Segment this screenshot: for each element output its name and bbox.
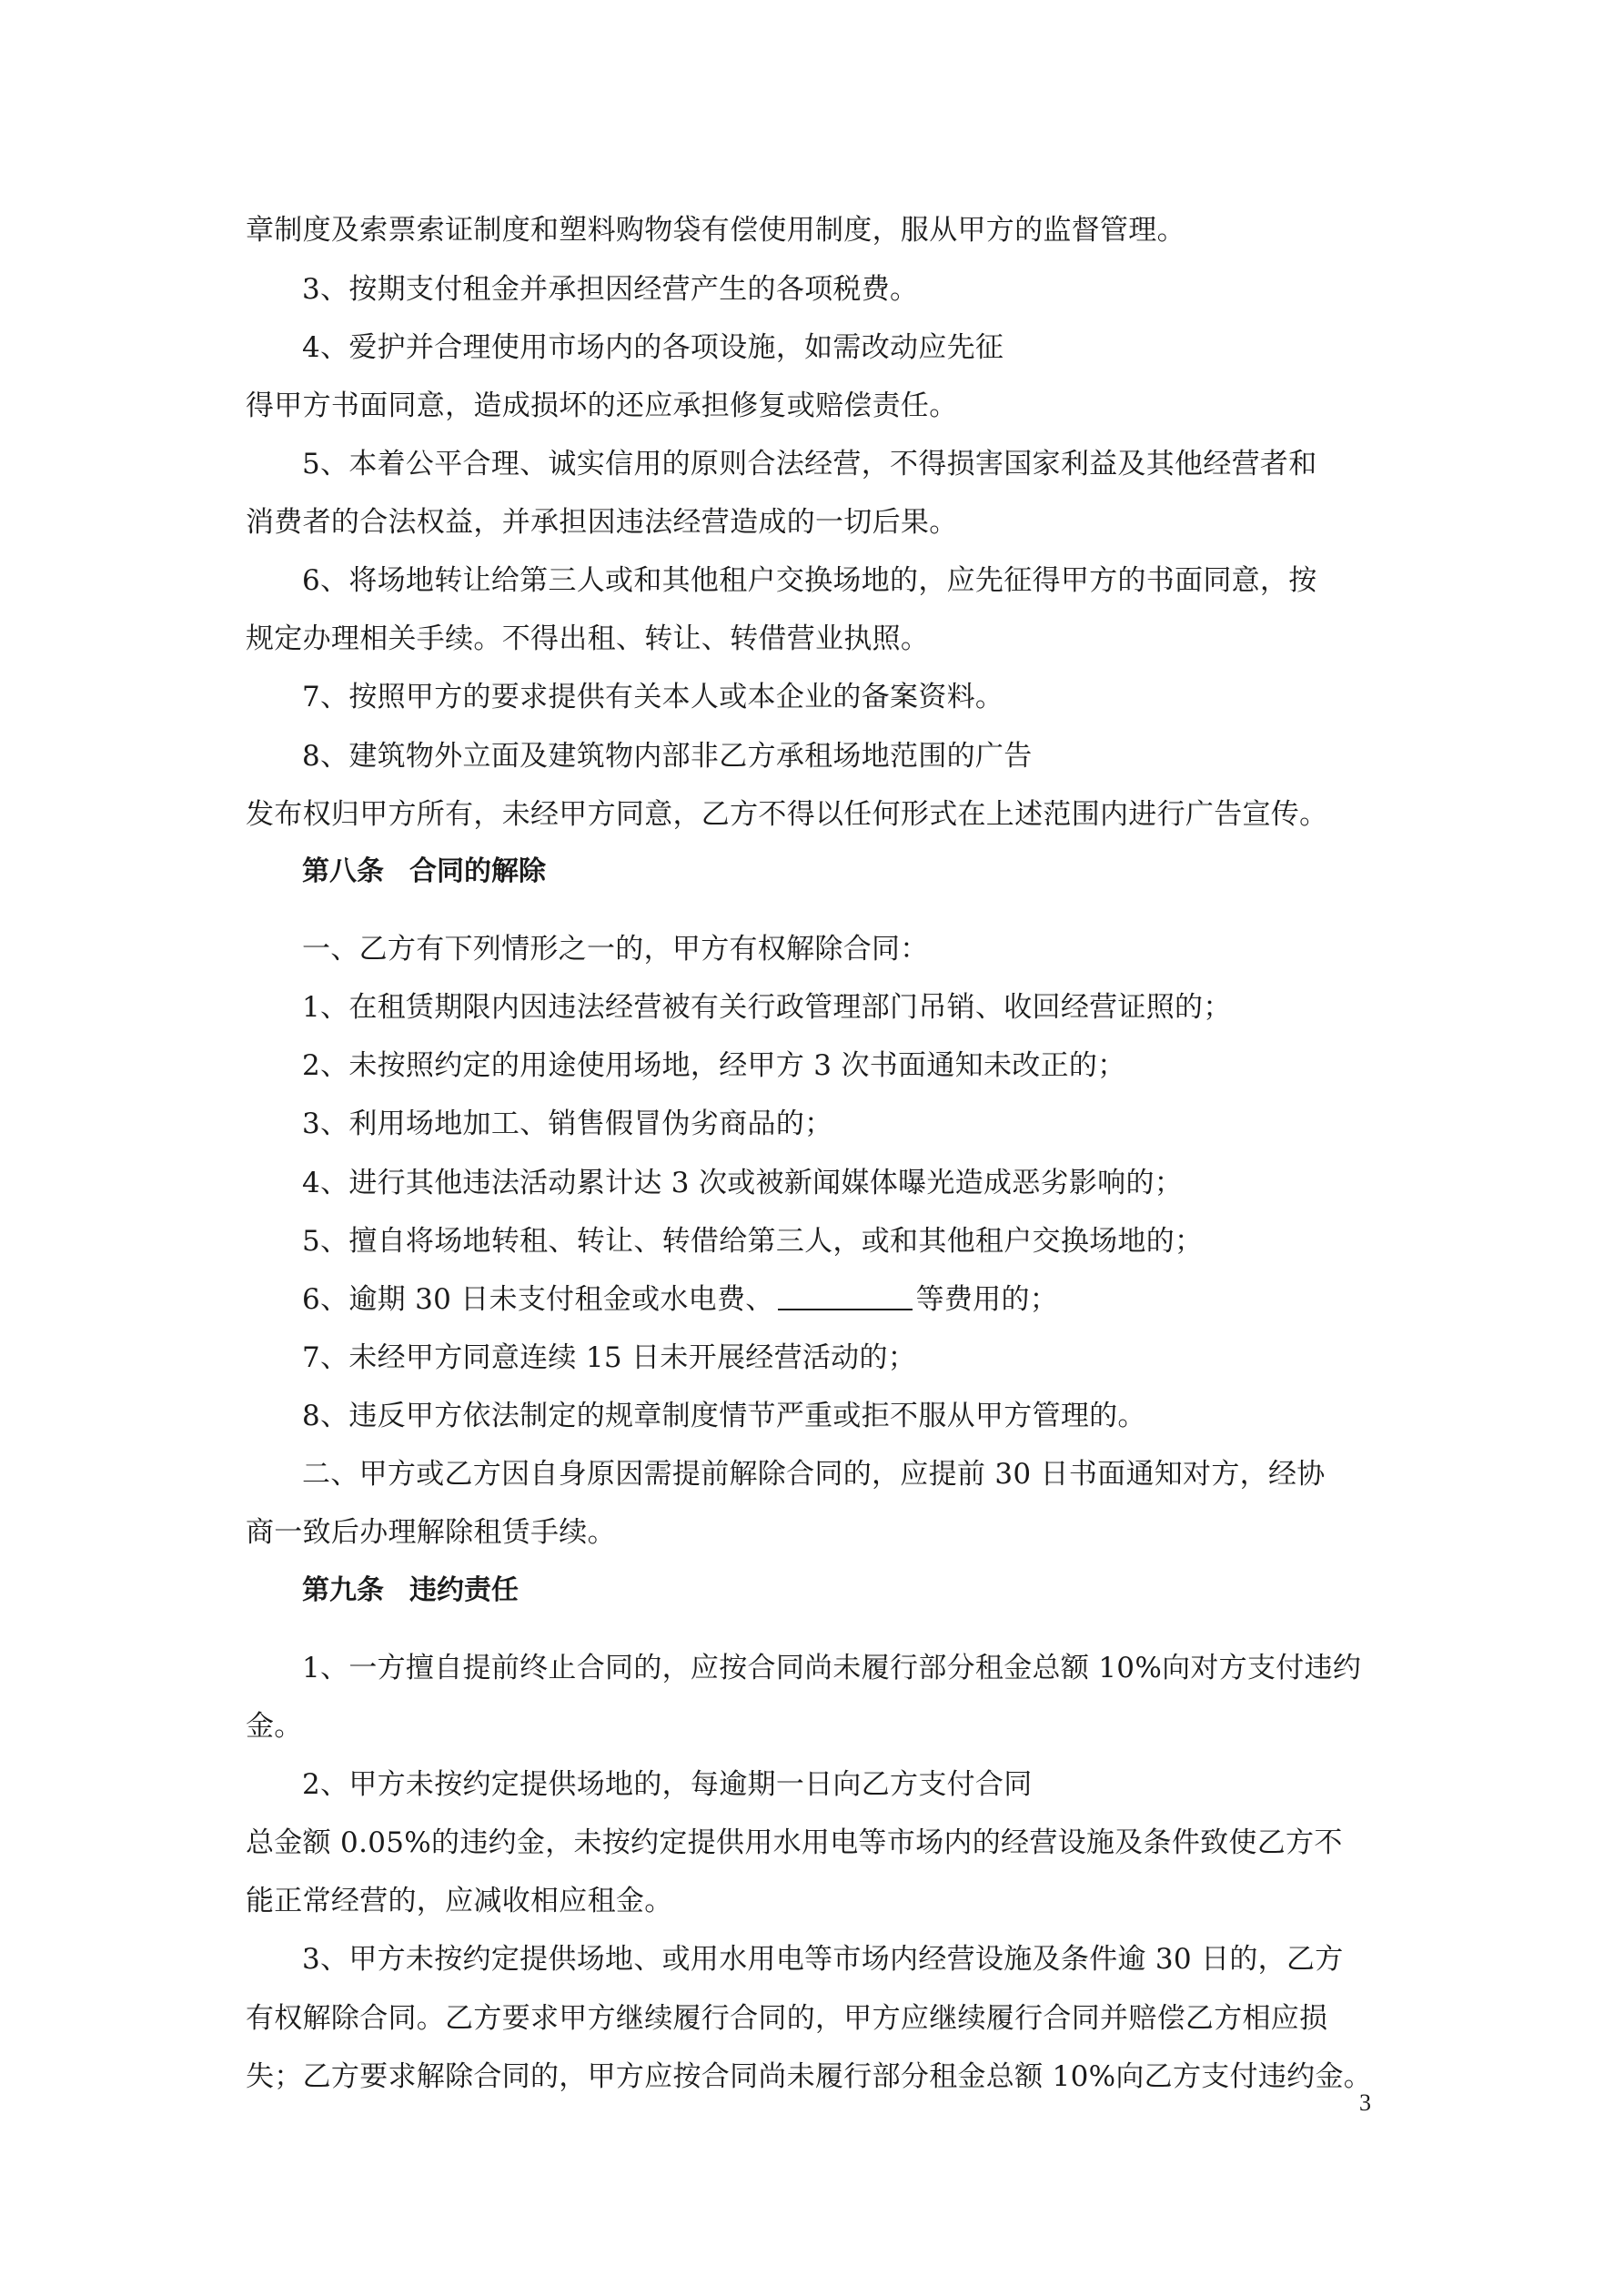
paragraph-line: 章制度及索票索证制度和塑料购物袋有偿使用制度，服从甲方的监督管理。 — [246, 214, 1185, 247]
paragraph-line: 有权解除合同。乙方要求甲方继续履行合同的，甲方应继续履行合同并赔偿乙方相应损 — [246, 2002, 1328, 2035]
section-title: 违约责任 — [409, 1574, 519, 1606]
section-heading-article-9 — [302, 1573, 519, 1609]
paragraph-line: 总金额 0.05%的违约金，未按约定提供用水用电等市场内的经营设施及条件致使乙方不 — [246, 1826, 1343, 1859]
paragraph-line: 二、甲方或乙方因自身原因需提前解除合同的，应提前 30 日书面通知对方，经协 — [302, 1458, 1326, 1491]
line-text: 等费用的； — [915, 1283, 1059, 1316]
paragraph-line: 一、乙方有下列情形之一的，甲方有权解除合同： — [302, 933, 929, 966]
section-title: 合同的解除 — [409, 855, 546, 887]
page-number: 3 — [1359, 2089, 1371, 2116]
paragraph-line: 7、未经甲方同意连续 15 日未开展经营活动的； — [302, 1341, 917, 1374]
paragraph-line-with-blank — [302, 1281, 1058, 1318]
paragraph-line: 得甲方书面同意，造成损坏的还应承担修复或赔偿责任。 — [246, 389, 958, 422]
paragraph-line: 4、进行其他违法活动累计达 3 次或被新闻媒体曝光造成恶劣影响的； — [302, 1167, 1184, 1199]
section-heading-article-8 — [302, 854, 546, 890]
paragraph-line: 失；乙方要求解除合同的，甲方应按合同尚未履行部分租金总额 10%向乙方支付违约金。 — [246, 2060, 1373, 2093]
paragraph-line: 5、擅自将场地转租、转让、转借给第三人，或和其他租户交换场地的； — [302, 1225, 1204, 1258]
paragraph-line: 能正常经营的，应减收相应租金。 — [246, 1885, 673, 1917]
paragraph-line: 3、甲方未按约定提供场地、或用水用电等市场内经营设施及条件逾 30 日的，乙方 — [302, 1943, 1344, 1976]
paragraph-line: 1、一方擅自提前终止合同的，应按合同尚未履行部分租金总额 10%向对方支付违约 — [302, 1652, 1362, 1684]
paragraph-line: 4、爱护并合理使用市场内的各项设施，如需改动应先征 — [302, 331, 1004, 364]
section-number: 第九条 — [302, 1574, 384, 1606]
paragraph-line: 2、未按照约定的用途使用场地，经甲方 3 次书面通知未改正的； — [302, 1049, 1126, 1082]
paragraph-line: 2、甲方未按约定提供场地的，每逾期一日向乙方支付合同 — [302, 1768, 1033, 1801]
paragraph-line: 3、利用场地加工、销售假冒伪劣商品的； — [302, 1108, 833, 1140]
paragraph-line: 商一致后办理解除租赁手续。 — [246, 1516, 616, 1549]
paragraph-line: 8、违反甲方依法制定的规章制度情节严重或拒不服从甲方管理的。 — [302, 1400, 1146, 1432]
paragraph-line: 3、按期支付租金并承担因经营产生的各项税费。 — [302, 273, 919, 306]
paragraph-line: 规定办理相关手续。不得出租、转让、转借营业执照。 — [246, 622, 930, 655]
paragraph-line: 消费者的合法权益，并承担因违法经营造成的一切后果。 — [246, 506, 958, 539]
paragraph-line: 8、建筑物外立面及建筑物内部非乙方承租场地范围的广告 — [302, 740, 1033, 773]
section-number: 第八条 — [302, 855, 384, 887]
paragraph-line: 发布权归甲方所有，未经甲方同意，乙方不得以任何形式在上述范围内进行广告宣传。 — [246, 798, 1328, 831]
paragraph-line: 金。 — [246, 1710, 303, 1743]
paragraph-line: 5、本着公平合理、诚实信用的原则合法经营，不得损害国家利益及其他经营者和 — [302, 448, 1317, 480]
paragraph-line: 7、按照甲方的要求提供有关本人或本企业的备案资料。 — [302, 681, 1004, 713]
paragraph-line: 1、在租赁期限内因违法经营被有关行政管理部门吊销、收回经营证照的； — [302, 991, 1232, 1024]
paragraph-line: 6、将场地转让给第三人或和其他租户交换场地的，应先征得甲方的书面同意，按 — [302, 564, 1317, 597]
fill-in-blank[interactable] — [778, 1285, 913, 1310]
line-text: 6、逾期 30 日未支付租金或水电费、 — [302, 1283, 774, 1316]
